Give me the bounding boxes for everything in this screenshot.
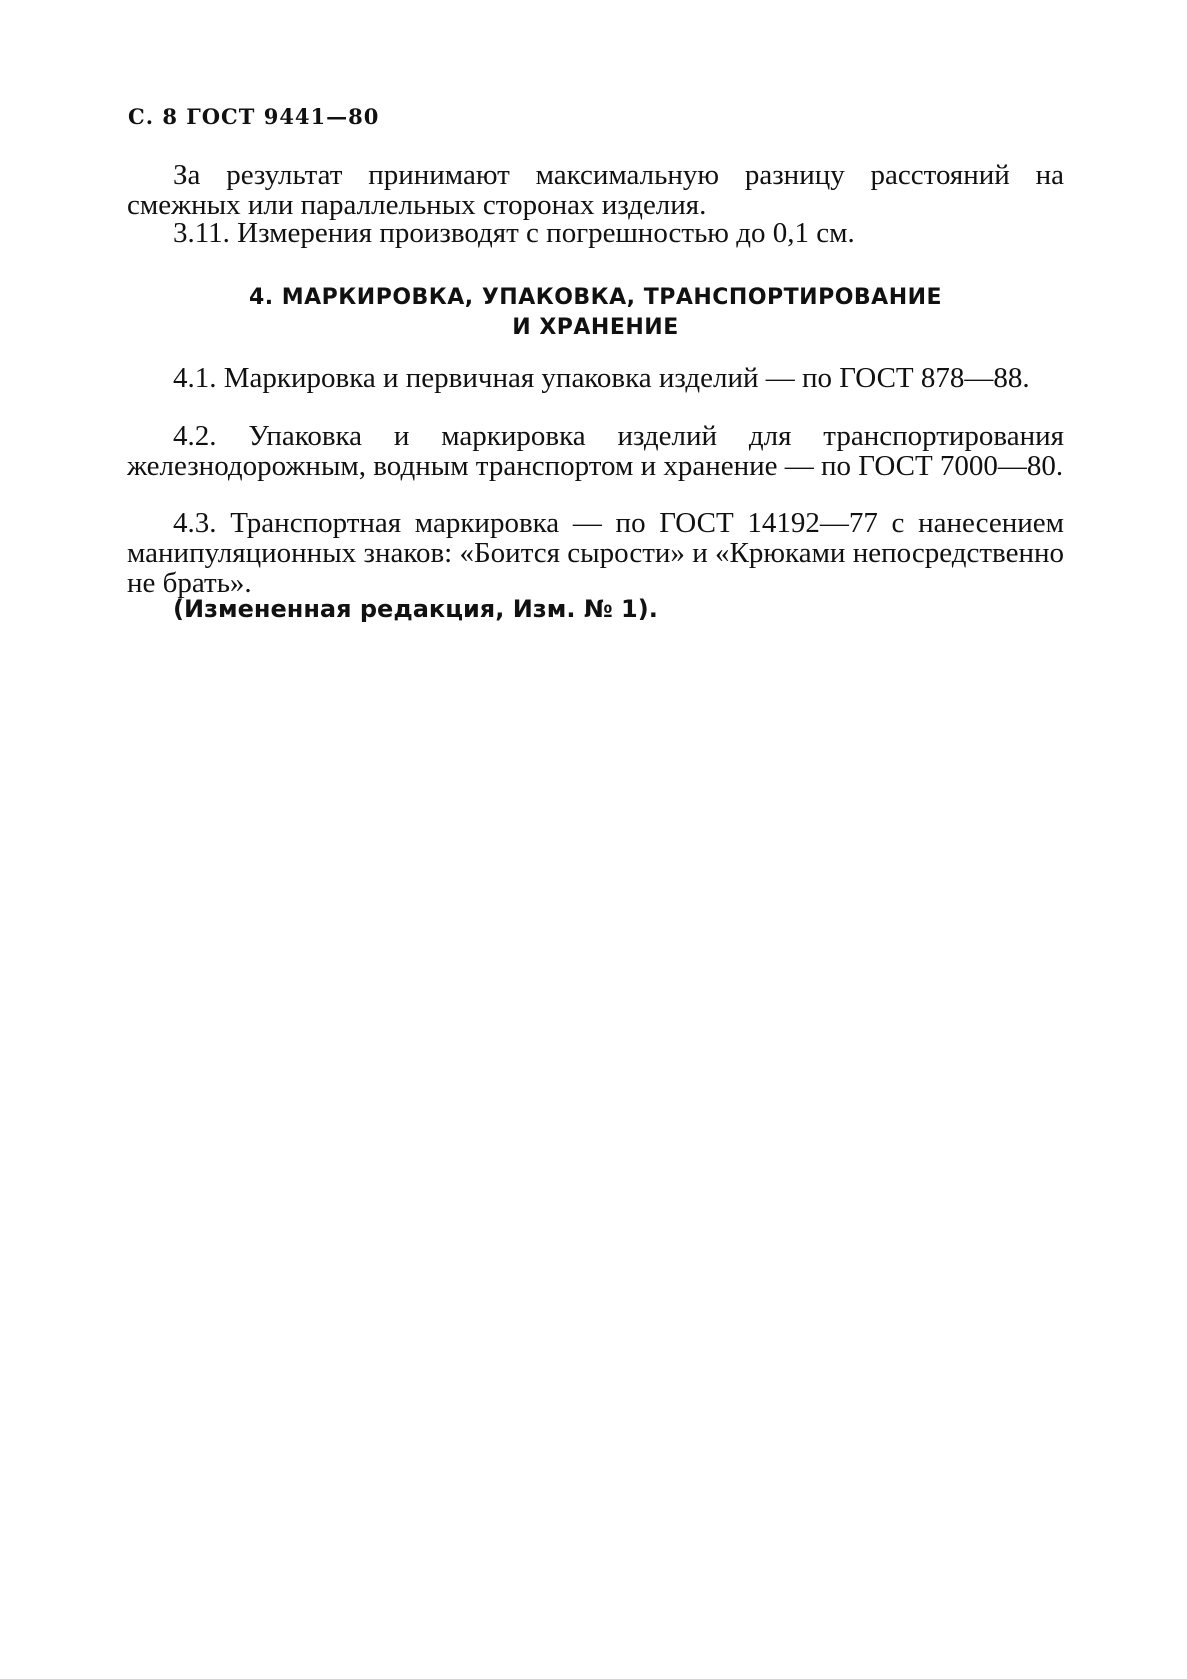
section-4-heading (127, 283, 1064, 343)
clause-4-2: 4.2. Упаковка и маркировка изделий для транспортирования железнодорожным, водным транспортом и хранение — по ГОСТ 7000—80. (127, 420, 1064, 482)
clause-4-1: 4.1. Маркировка и первичная упаковка изделий — по ГОСТ 878—88. (173, 362, 1030, 394)
page-header: С. 8 ГОСТ 9441—80 (128, 104, 380, 129)
clause-3-11: 3.11. Измерения производят с погрешностью до 0,1 см. (173, 217, 855, 249)
result-paragraph: За результат принимают максимальную разницу расстояний на смежных или параллельных сторонах изделия. (127, 159, 1064, 221)
amendment-note: (Измененная редакция, Изм. № 1). (173, 595, 658, 623)
clause-4-3: 4.3. Транспортная маркировка — по ГОСТ 14192—77 с нанесением манипуляционных знаков: «Боится сырости» и «Крюками непосредственно не брать». (127, 507, 1064, 599)
section-4-heading-line2: И ХРАНЕНИЕ (512, 315, 679, 340)
section-4-heading-line1: 4. МАРКИРОВКА, УПАКОВКА, ТРАНСПОРТИРОВАНИЕ (248, 285, 943, 310)
